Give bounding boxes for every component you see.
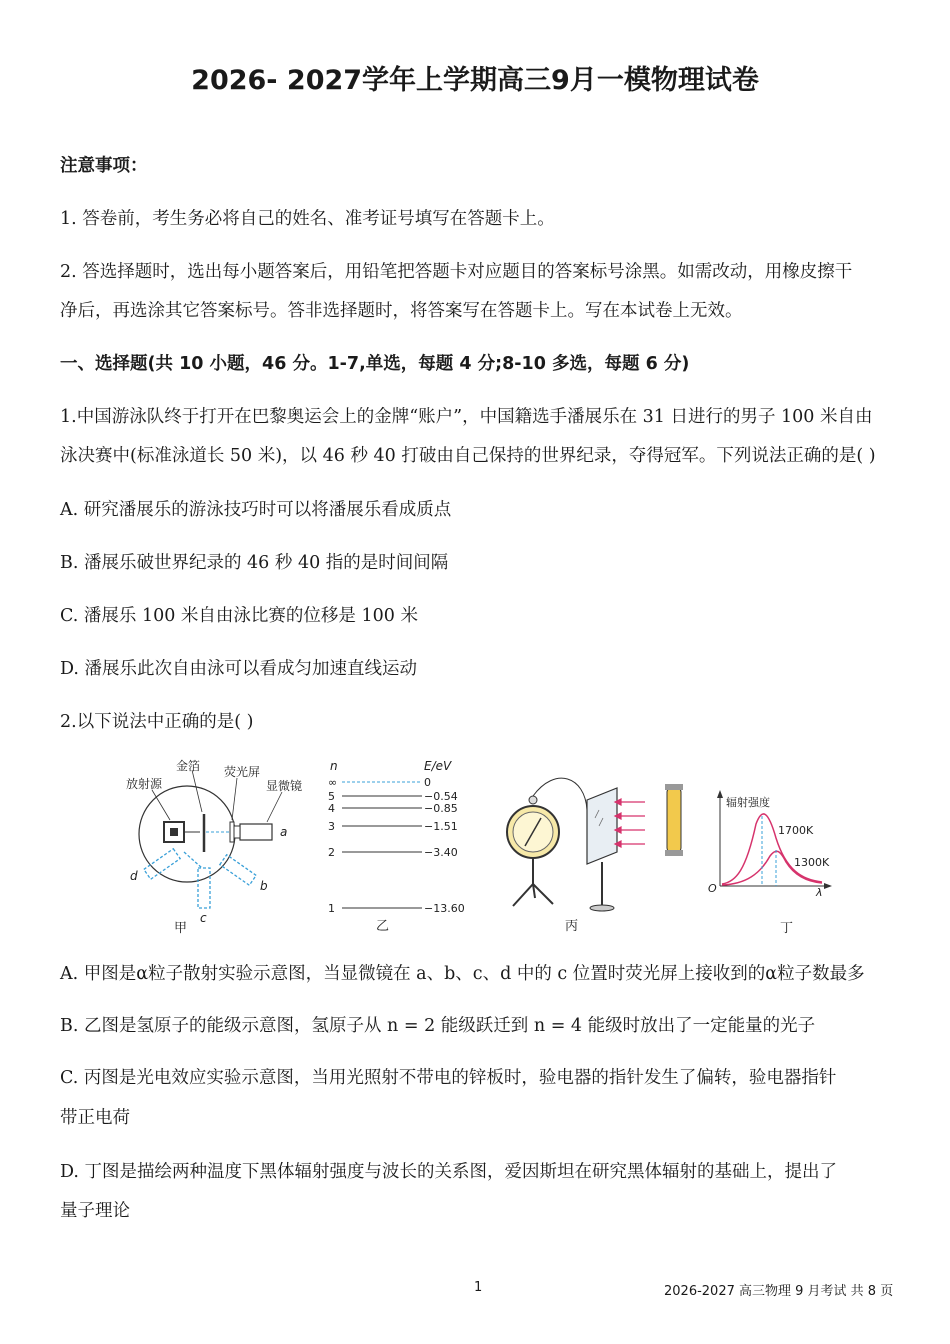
figure-ding: [706, 790, 836, 940]
label-microscope: 显微镜: [266, 779, 303, 793]
q1-option-b: B. 潘展乐破世界纪录的 46 秒 40 指的是时间间隔: [60, 553, 449, 573]
source-core: [170, 828, 178, 836]
uv-lamp-cap-top: [665, 784, 683, 790]
label-c: c: [200, 911, 207, 925]
caption-ding: 丁: [780, 921, 794, 936]
label-source: 放射源: [126, 777, 163, 791]
q1-option-d: D. 潘展乐此次自由泳可以看成匀加速直线运动: [60, 659, 418, 679]
ding-label-1700k: 1700K: [778, 824, 814, 837]
q1-stem-line-1: 1.中国游泳队终于打开在巴黎奥运会上的金牌“账户”，中国籍选手潘展乐在 31 日进行的男子 100 米自由: [60, 407, 873, 427]
energy-level-n: 2: [328, 846, 335, 859]
energy-level-n: 4: [328, 802, 335, 815]
energy-level-value: −0.54: [424, 790, 458, 803]
section-heading: 一、选择题(共 10 小题，46 分。1-7,单选，每题 4 分;8-10 多选，每题 6 分): [60, 354, 690, 374]
q2-option-c-line-2: 带正电荷: [60, 1108, 130, 1128]
q2-option-d-line-1: D. 丁图是描绘两种温度下黑体辐射强度与波长的关系图，爱因斯坦在研究黑体辐射的基础上，提出了: [60, 1162, 838, 1182]
electroscope-leg-1: [513, 884, 533, 906]
light-rays: [615, 799, 645, 847]
energy-level-n: 5: [328, 790, 335, 803]
q2-option-c-line-1: C. 丙图是光电效应实验示意图，当用光照射不带电的锌板时，验电器的指针发生了偏转，验电器指针: [60, 1068, 837, 1088]
microscope-c: [198, 868, 210, 908]
notice-item-2-line-2: 净后，再选涂其它答案标号。答非选择题时，将答案写在答题卡上。写在本试卷上无效。: [60, 301, 743, 321]
microscope-a: [240, 824, 272, 840]
microscope-b: [220, 855, 256, 885]
q2-stem: 2.以下说法中正确的是( ): [60, 712, 254, 732]
q1-option-a: A. 研究潘展乐的游泳技巧时可以将潘展乐看成质点: [60, 500, 452, 520]
label-a: a: [280, 825, 288, 839]
q2-option-b: B. 乙图是氢原子的能级示意图，氢原子从 n = 2 能级跃迁到 n = 4 能级时放出了一定能量的光子: [60, 1016, 816, 1036]
figure-jia: [122, 756, 322, 936]
electroscope-knob: [529, 796, 537, 804]
energy-level-value: −13.60: [424, 902, 465, 915]
leader-screen: [232, 778, 237, 820]
ding-label-1300k: 1300K: [794, 856, 830, 869]
ding-ylabel: 辐射强度: [726, 796, 770, 809]
energy-level-n: 3: [328, 820, 335, 833]
footer-page-number: 1: [474, 1280, 483, 1295]
energy-levels: [328, 776, 465, 915]
q1-option-c: C. 潘展乐 100 米自由泳比赛的位移是 100 米: [60, 606, 418, 626]
ding-x-arrow: [824, 883, 832, 889]
yi-axis-n: n: [330, 759, 338, 773]
leader-foil: [192, 770, 202, 812]
scatter-path-c: [184, 852, 202, 868]
energy-level-value: −1.51: [424, 820, 458, 833]
notice-heading: 注意事项：: [60, 156, 148, 176]
uv-lamp-cap-bottom: [665, 850, 683, 856]
zinc-plate: [587, 788, 617, 864]
notice-item-1: 1. 答卷前，考生务必将自己的姓名、准考证号填写在答题卡上。: [60, 209, 555, 229]
uv-lamp: [667, 788, 681, 852]
leader-source: [152, 790, 170, 820]
energy-level-n: 1: [328, 902, 335, 915]
figure-bing: [495, 766, 695, 938]
ding-xlabel: λ: [816, 886, 823, 899]
q1-stem-line-2: 泳决赛中(标准泳道长 50 米)，以 46 秒 40 打破由自己保持的世界纪录，夺得冠军。下列说法正确的是( ): [60, 446, 876, 466]
caption-yi: 乙: [376, 919, 390, 934]
label-gold-foil: 金箔: [176, 759, 201, 773]
q2-option-a: A. 甲图是α粒子散射实验示意图，当显微镜在 a、b、c、d 中的 c 位置时荧光屏上接收到的α粒子数最多: [60, 964, 865, 984]
q2-option-d-line-2: 量子理论: [60, 1201, 130, 1221]
leader-microscope: [267, 792, 282, 822]
microscope-a-eyepiece: [234, 826, 240, 838]
fluorescent-screen: [230, 822, 234, 842]
energy-level-value: −3.40: [424, 846, 458, 859]
energy-level-n: ∞: [328, 776, 338, 789]
caption-bing: 丙: [565, 919, 579, 934]
energy-level-value: −0.85: [424, 802, 458, 815]
energy-level-value: 0: [424, 776, 431, 789]
connecting-wire: [533, 778, 587, 810]
footer-exam-info: 2026-2027 高三物理 9 月考试 共 8 页: [664, 1284, 894, 1299]
label-b: b: [260, 879, 268, 893]
yi-axis-e: E/eV: [424, 759, 452, 773]
electroscope-leg-2: [533, 884, 553, 904]
ding-y-arrow: [717, 790, 723, 798]
caption-jia: 甲: [174, 921, 188, 936]
ding-origin: O: [708, 882, 717, 895]
label-screen: 荧光屏: [224, 765, 261, 779]
page-title: 2026- 2027学年上学期高三9月一模物理试卷: [191, 65, 759, 96]
vacuum-chamber-circle: [139, 786, 235, 882]
plate-base: [590, 905, 614, 911]
label-d: d: [130, 869, 138, 883]
figure-yi: [324, 758, 474, 936]
notice-item-2-line-1: 2. 答选择题时，选出每小题答案后，用铅笔把答题卡对应题目的答案标号涂黑。如需改动，用橡皮擦干: [60, 262, 853, 282]
